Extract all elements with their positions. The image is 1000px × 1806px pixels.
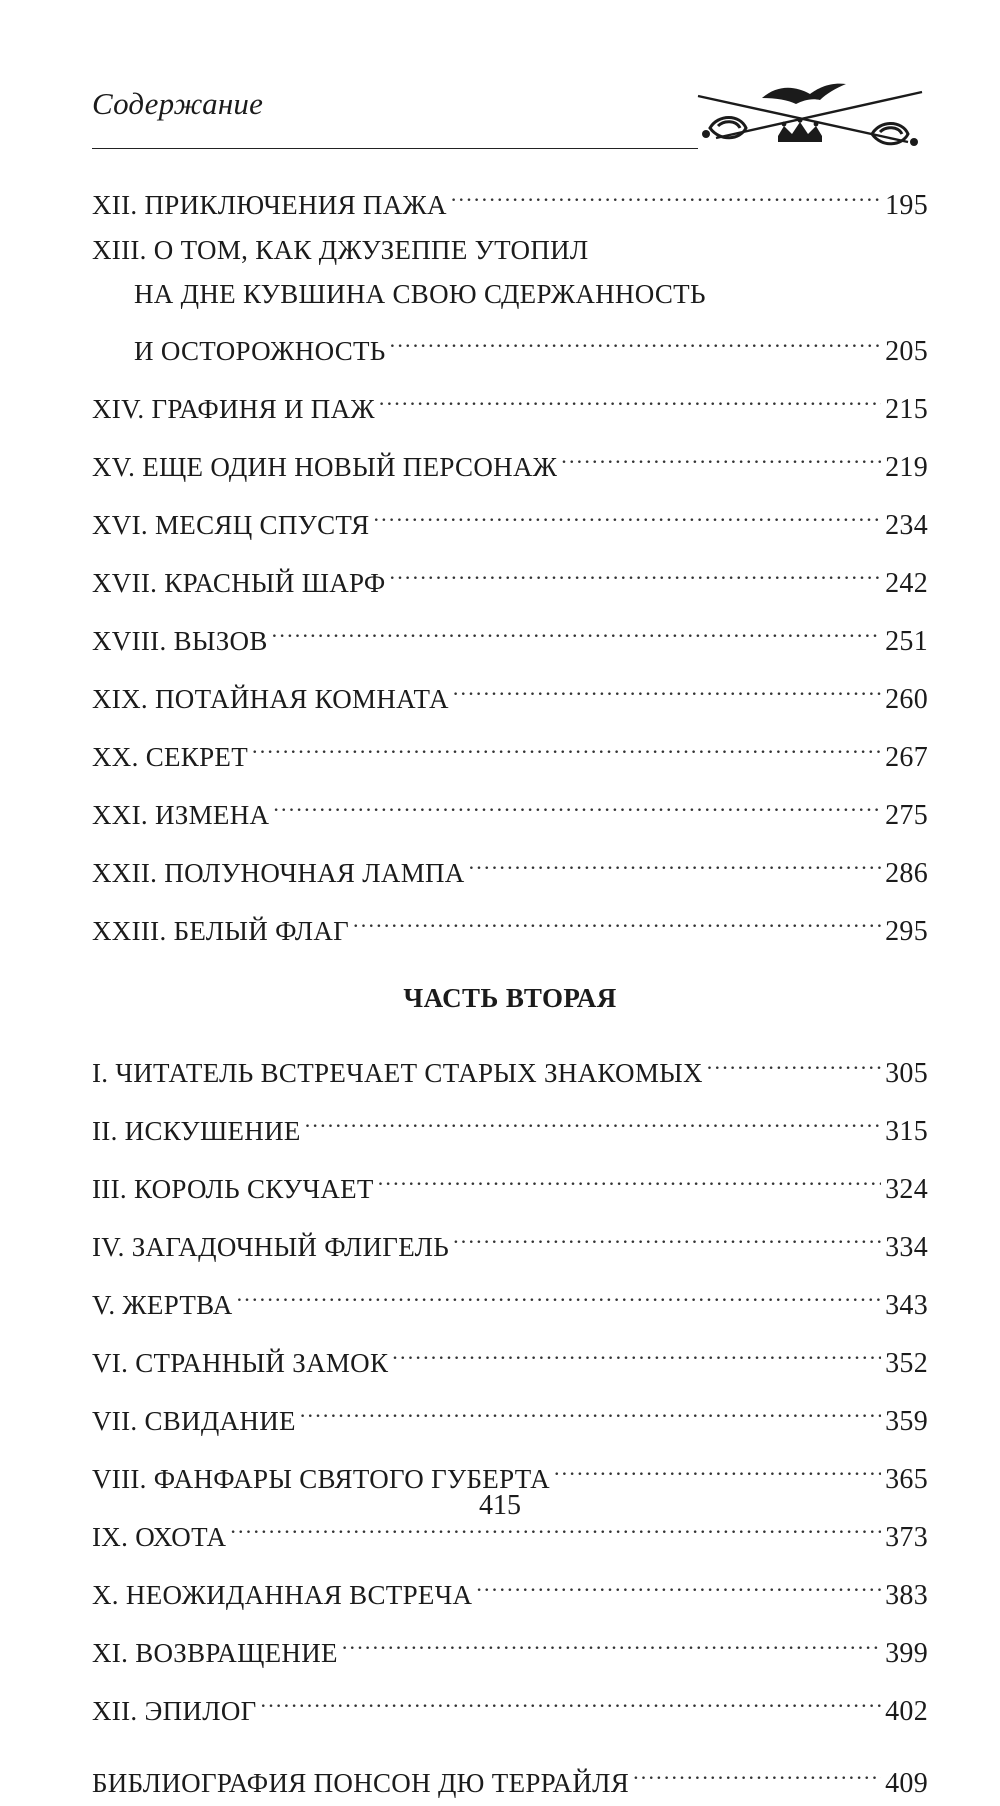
toc-page: 409	[885, 1768, 928, 1799]
toc-page: 402	[885, 1696, 928, 1727]
section-gap	[92, 1734, 928, 1748]
dot-leader	[353, 896, 881, 940]
toc-title: XXI. ИЗМЕНА	[92, 800, 270, 830]
dot-leader	[390, 548, 882, 592]
toc-title: XXII. ПОЛУНОЧНАЯ ЛАМПА	[92, 858, 465, 888]
toc-entry	[92, 1096, 928, 1154]
toc-page: 334	[885, 1232, 928, 1263]
toc-title: XVI. МЕСЯЦ СПУСТЯ	[92, 510, 370, 540]
dot-leader	[476, 1560, 881, 1604]
toc-entry	[92, 838, 928, 896]
toc-entry	[92, 1154, 928, 1212]
toc-entry	[92, 664, 928, 722]
toc-title: БИБЛИОГРАФИЯ ПОНСОН ДЮ ТЕРРАЙЛЯ	[92, 1768, 630, 1798]
toc-title-line: И ОСТОРОЖНОСТЬ	[134, 336, 386, 366]
toc-title: X. НЕОЖИДАННАЯ ВСТРЕЧА	[92, 1580, 473, 1610]
dot-leader	[252, 722, 881, 766]
toc-title: IV. ЗАГАДОЧНЫЙ ФЛИГЕЛЬ	[92, 1232, 450, 1262]
dot-leader	[451, 170, 881, 214]
dot-leader	[707, 1038, 881, 1082]
toc-title: XVIII. ВЫЗОВ	[92, 626, 268, 656]
toc-entry	[92, 606, 928, 664]
dot-leader	[633, 1748, 881, 1792]
toc-title: XV. ЕЩЕ ОДИН НОВЫЙ ПЕРСОНАЖ	[92, 452, 558, 482]
toc-entry-bibliography	[92, 1748, 928, 1806]
dot-leader	[373, 490, 881, 534]
toc-page: 195	[885, 190, 928, 221]
toc-entry	[92, 780, 928, 838]
toc-page: 275	[885, 800, 928, 831]
toc-title: IX. ОХОТА	[92, 1522, 227, 1552]
toc-entry	[92, 896, 928, 954]
toc-title: XII. ЭПИЛОГ	[92, 1696, 257, 1726]
table-of-contents	[92, 170, 928, 1806]
toc-entry	[92, 1560, 928, 1618]
toc-page: 260	[885, 684, 928, 715]
dot-leader	[273, 780, 881, 824]
toc-page: 315	[885, 1116, 928, 1147]
toc-entry	[92, 1038, 928, 1096]
toc-title: XIX. ПОТАЙНАЯ КОМНАТА	[92, 684, 449, 714]
dot-leader	[305, 1096, 881, 1140]
toc-page: 219	[885, 452, 928, 483]
dot-leader	[453, 1212, 881, 1256]
toc-title: I. ЧИТАТЕЛЬ ВСТРЕЧАЕТ СТАРЫХ ЗНАКОМЫХ	[92, 1058, 703, 1088]
dot-leader	[237, 1270, 882, 1314]
toc-page: 215	[885, 394, 928, 425]
toc-page: 352	[885, 1348, 928, 1379]
dot-leader	[561, 432, 881, 476]
dot-leader	[453, 664, 881, 708]
toc-title: XXIII. БЕЛЫЙ ФЛАГ	[92, 916, 350, 946]
toc-page: 286	[885, 858, 928, 889]
toc-entry	[92, 1328, 928, 1386]
toc-entry	[92, 722, 928, 780]
toc-page: 373	[885, 1522, 928, 1553]
toc-entry-multiline	[92, 228, 928, 374]
toc-page: 234	[885, 510, 928, 541]
toc-page: 305	[885, 1058, 928, 1089]
toc-page: 324	[885, 1174, 928, 1205]
dot-leader	[261, 1676, 882, 1720]
running-head: Содержание	[92, 86, 264, 121]
toc-title: XX. СЕКРЕТ	[92, 742, 249, 772]
toc-title: VIII. ФАНФАРЫ СВЯТОГО ГУБЕРТА	[92, 1464, 550, 1494]
header-rule	[92, 148, 698, 149]
toc-entry	[92, 1270, 928, 1328]
dot-leader	[378, 1154, 881, 1198]
toc-page: 205	[885, 336, 928, 367]
toc-entry	[92, 1386, 928, 1444]
dot-leader	[390, 316, 881, 360]
toc-entry	[92, 374, 928, 432]
page-number: 415	[479, 1490, 521, 1521]
toc-title: XIV. ГРАФИНЯ И ПАЖ	[92, 394, 375, 424]
part-heading: ЧАСТЬ ВТОРАЯ	[403, 983, 617, 1013]
toc-title: XII. ПРИКЛЮЧЕНИЯ ПАЖА	[92, 190, 447, 220]
dot-leader	[469, 838, 881, 882]
toc-entry	[92, 548, 928, 606]
toc-page: 267	[885, 742, 928, 773]
toc-entry	[92, 1676, 928, 1734]
toc-page: 399	[885, 1638, 928, 1669]
toc-title: XVII. КРАСНЫЙ ШАРФ	[92, 568, 386, 598]
toc-entry	[92, 490, 928, 548]
dot-leader	[272, 606, 881, 650]
toc-title: XI. ВОЗВРАЩЕНИЕ	[92, 1638, 338, 1668]
toc-title: V. ЖЕРТВА	[92, 1290, 233, 1320]
dot-leader	[554, 1444, 881, 1488]
toc-page: 251	[885, 626, 928, 657]
toc-title: VI. СТРАННЫЙ ЗАМОК	[92, 1348, 389, 1378]
crossed-swords-eagle-crown-icon	[696, 76, 924, 166]
toc-title: III. КОРОЛЬ СКУЧАЕТ	[92, 1174, 374, 1204]
toc-page: 383	[885, 1580, 928, 1611]
toc-title: VII. СВИДАНИЕ	[92, 1406, 296, 1436]
toc-page: 365	[885, 1464, 928, 1495]
toc-entry	[92, 170, 928, 228]
toc-entry	[92, 316, 928, 374]
toc-page: 295	[885, 916, 928, 947]
toc-entry	[92, 432, 928, 490]
toc-page: 343	[885, 1290, 928, 1321]
dot-leader	[379, 374, 881, 418]
toc-page: 242	[885, 568, 928, 599]
dot-leader	[300, 1386, 881, 1430]
toc-title-line: XIII. О ТОМ, КАК ДЖУЗЕППЕ УТОПИЛ	[92, 235, 589, 265]
toc-title-line: НА ДНЕ КУВШИНА СВОЮ СДЕРЖАННОСТЬ	[134, 279, 706, 309]
toc-title: II. ИСКУШЕНИЕ	[92, 1116, 301, 1146]
toc-entry	[92, 1212, 928, 1270]
dot-leader	[342, 1618, 881, 1662]
dot-leader	[392, 1328, 881, 1372]
toc-page: 359	[885, 1406, 928, 1437]
